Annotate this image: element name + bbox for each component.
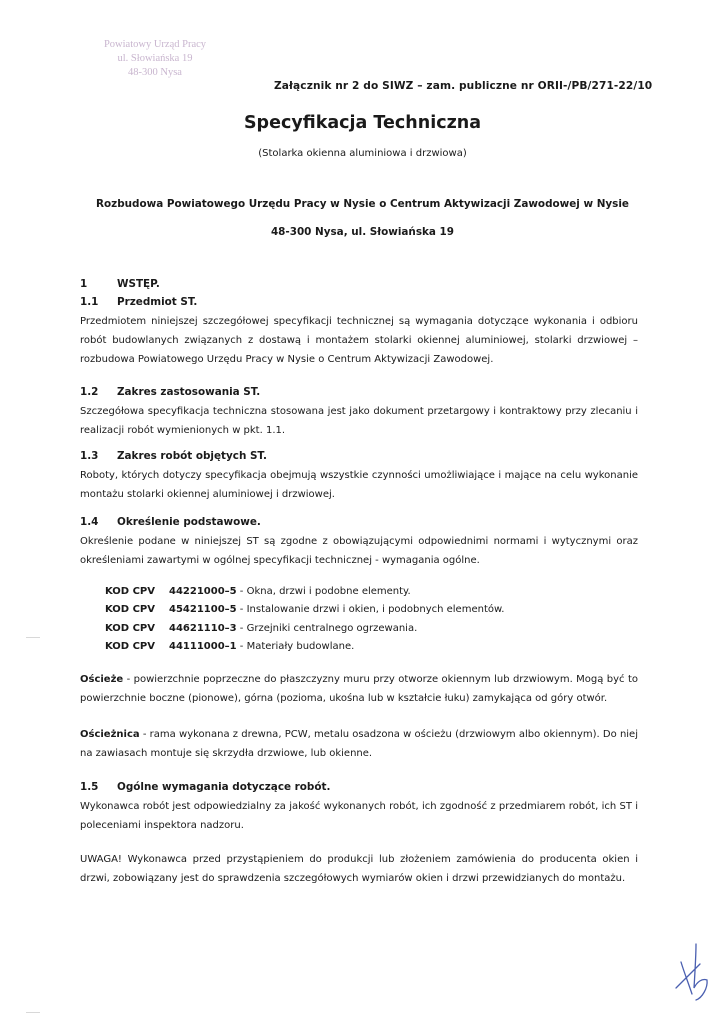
section-text: Wykonawca robót jest odpowiedzialny za jakość wykonanych robót, ich zgodność z przedmiarem robót, ich ST i poleceniami inspektora nadzoru. (80, 801, 638, 831)
warning-note (80, 850, 638, 888)
section-heading: 1.1 Przedmiot ST. (80, 296, 198, 308)
section-1-2 (80, 386, 638, 440)
definition-term: Ościeże (80, 674, 124, 685)
cpv-code-row: KOD CPV 44111000–1 - Materiały budowlane. (105, 641, 355, 652)
page-title: Specyfikacja Techniczna (243, 113, 482, 133)
project-address: 48-300 Nysa, ul. Słowiańska 19 (270, 226, 455, 238)
definition-oscieze (80, 670, 638, 708)
section-text: Roboty, których dotyczy specyfikacja obejmują wszystkie czynności umożliwiające i mające na celu wykonanie montażu stolarki okiennej aluminiowej i drzwiowej. (80, 470, 638, 500)
cpv-code-row: KOD CPV 44621110–3 - Grzejniki centralnego ogrzewania. (105, 623, 418, 634)
section-heading: 1.5 Ogólne wymagania dotyczące robót. (80, 781, 331, 793)
institution-stamp: Powiatowy Urząd Pracy ul. Słowiańska 19 48-300 Nysa (103, 39, 207, 78)
section-1-3 (80, 450, 638, 504)
project-name: Rozbudowa Powiatowego Urzędu Pracy w Nysie o Centrum Aktywizacji Zawodowej w Nysie (96, 198, 629, 210)
attachment-reference: Załącznik nr 2 do SIWZ – zam. publiczne nr ORII-/PB/271-22/10 (274, 80, 653, 92)
cpv-code-row: KOD CPV 44221000–5 - Okna, drzwi i podobne elementy. (105, 586, 411, 597)
section-1-4 (80, 516, 638, 570)
section-text: Przedmiotem niniejszej szczegółowej specyfikacji technicznej są wymagania dotyczące wykonania i odbioru robót budowlanych związanych z dostawą i montażem stolarki okiennej aluminiowej, stolarki drzwiowej – rozbudowa Powiatowego Urzędu Pracy w Nysie o Centrum Aktywizacji Zawodowej. (80, 316, 638, 365)
section-1 (80, 278, 638, 369)
section-text: Szczegółowa specyfikacja techniczna stosowana jest jako dokument przetargowy i kontraktowy przy zlecaniu i realizacji robót wymienionych w pkt. 1.1. (80, 406, 638, 436)
margin-mark (26, 637, 40, 638)
warning-text: UWAGA! Wykonawca przed przystąpieniem do produkcji lub złożeniem zamówienia do producenta okien i drzwi, zobowiązany jest do sprawdzenia szczegółowych wymiarów okien i drzwi przewidzianych do montażu. (80, 854, 638, 884)
definition-oscieznica (80, 725, 638, 763)
definition-text: - rama wykonana z drewna, PCW, metalu osadzona w ościeżu (drzwiowym albo okiennym). Do niej na zawiasach montuje się skrzydła drzwiowe, lub okienne. (80, 729, 638, 759)
section-heading: 1 WSTĘP. (80, 278, 160, 290)
page-subtitle: (Stolarka okienna aluminiowa i drzwiowa) (258, 148, 467, 159)
section-heading: 1.4 Określenie podstawowe. (80, 516, 261, 528)
section-text: Określenie podane w niniejszej ST są zgodne z obowiązującymi odpowiednimi normami i wytycznymi oraz określeniami zawartymi w ogólnej specyfikacji technicznej - wymagania ogólne. (80, 536, 638, 566)
handwritten-initials (672, 942, 712, 1004)
definition-text: - powierzchnie poprzeczne do płaszczyzny muru przy otworze okiennym lub drzwiowym. Mogą być to powierzchnie boczne (pionowe), górna (pozioma, ukośna lub w kształcie łuku) zamykająca od góry otwór. (80, 674, 638, 704)
cpv-code-row: KOD CPV 45421100–5 - Instalowanie drzwi i okien, i podobnych elementów. (105, 604, 505, 615)
section-heading: 1.3 Zakres robót objętych ST. (80, 450, 267, 462)
section-1-5 (80, 781, 638, 835)
margin-mark (26, 1012, 40, 1013)
section-heading: 1.2 Zakres zastosowania ST. (80, 386, 261, 398)
definition-term: Ościeżnica (80, 729, 140, 740)
